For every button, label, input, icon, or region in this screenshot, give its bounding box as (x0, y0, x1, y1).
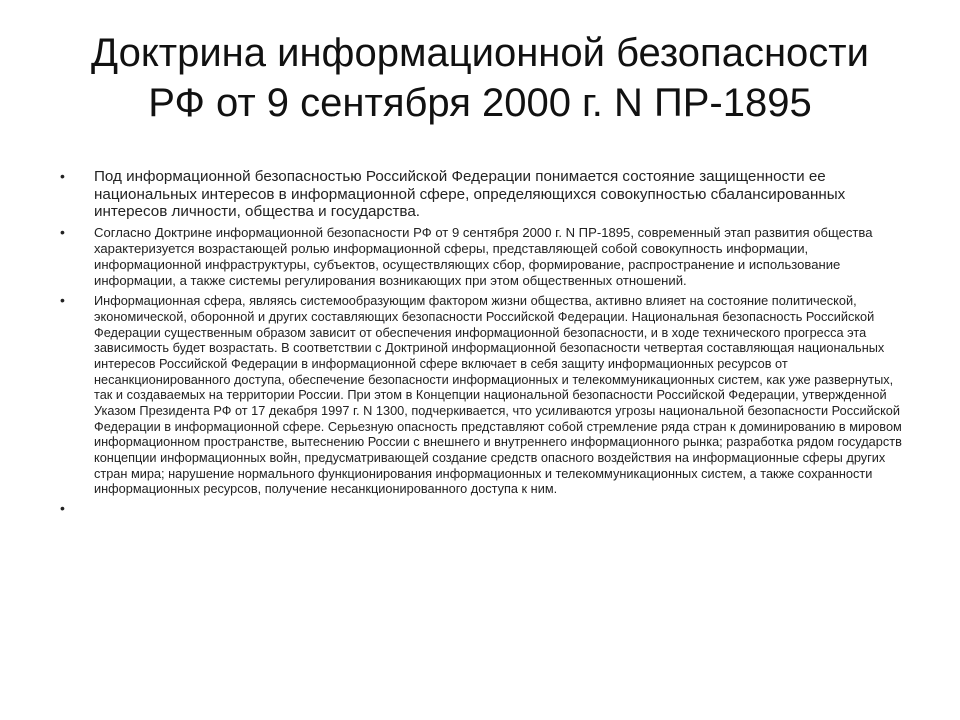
bullet-text: Согласно Доктрине информационной безопасности РФ от 9 сентября 2000 г. N ПР-1895, современный этап развития общества характеризуется возрастающей ролью информационной сферы, представляющей собой совокупность информации, информационной инфраструктуры, субъектов, осуществляющих сбор, формирование, распространение и использование информации, а также системы регулирования возникающих при этом общественных отношений. (94, 224, 873, 289)
bullet-dot-icon: • (60, 499, 65, 516)
bullet-text: Под информационной безопасностью Российской Федерации понимается состояние защищенности ее национальных интересов в информационной сфере, определяющихся совокупностью сбалансированных интересов личности, общества и государства. (94, 168, 846, 220)
bullet-list (60, 168, 905, 519)
bullet-item-empty (60, 501, 905, 515)
bullet-text: Информационная сфера, являясь системообразующим фактором жизни общества, активно влияет на состояние политической, экономической, оборонной и других составляющих безопасности Российской Федерации. Национальная безопасность Российской Федерации существенным образом зависит от обеспечения информационной безопасности, и в ходе технического прогресса эта зависимость будет возрастать. В соответствии с Доктриной информационной безопасности четвертая составляющая национальных интересов Российской Федерации в информационной сфере включает в себя защиту информационных ресурсов от несанкционированного доступа, обеспечение безопасности информационных и телекоммуникационных систем, как уже развернутых, так и создаваемых на территории России. При этом в Концепции национальной безопасности Российской Федерации, утвержденной Указом Президента РФ от 17 декабря 1997 г. N 1300, подчеркивается, что усиливаются угрозы национальной безопасности Российской Федерации в информационной сфере. Серьезную опасность представляют собой стремление ряда стран к доминированию в мировом информационном пространстве, вытеснению России с внешнего и внутреннего информационного рынка; разработка рядом государств концепции информационных войн, предусматривающей создание средств опасного воздействия на информационные сферы других стран мира; нарушение нормального функционирования информационных и телекоммуникационных систем, а также сохранности информационных ресурсов, получение несанкционированного доступа к ним. (94, 293, 902, 497)
bullet-dot-icon: • (60, 292, 65, 309)
bullet-dot-icon: • (60, 168, 65, 184)
slide-title (40, 28, 920, 128)
bullet-item (60, 168, 905, 221)
bullet-dot-icon: • (60, 223, 65, 240)
slide-title-line-2: РФ от 9 сентября 2000 г. N ПР-1895 (148, 81, 812, 125)
bullet-item (60, 225, 905, 290)
slide-title-line-1: Доктрина информационной безопасности (91, 31, 869, 75)
bullet-item (60, 293, 905, 497)
